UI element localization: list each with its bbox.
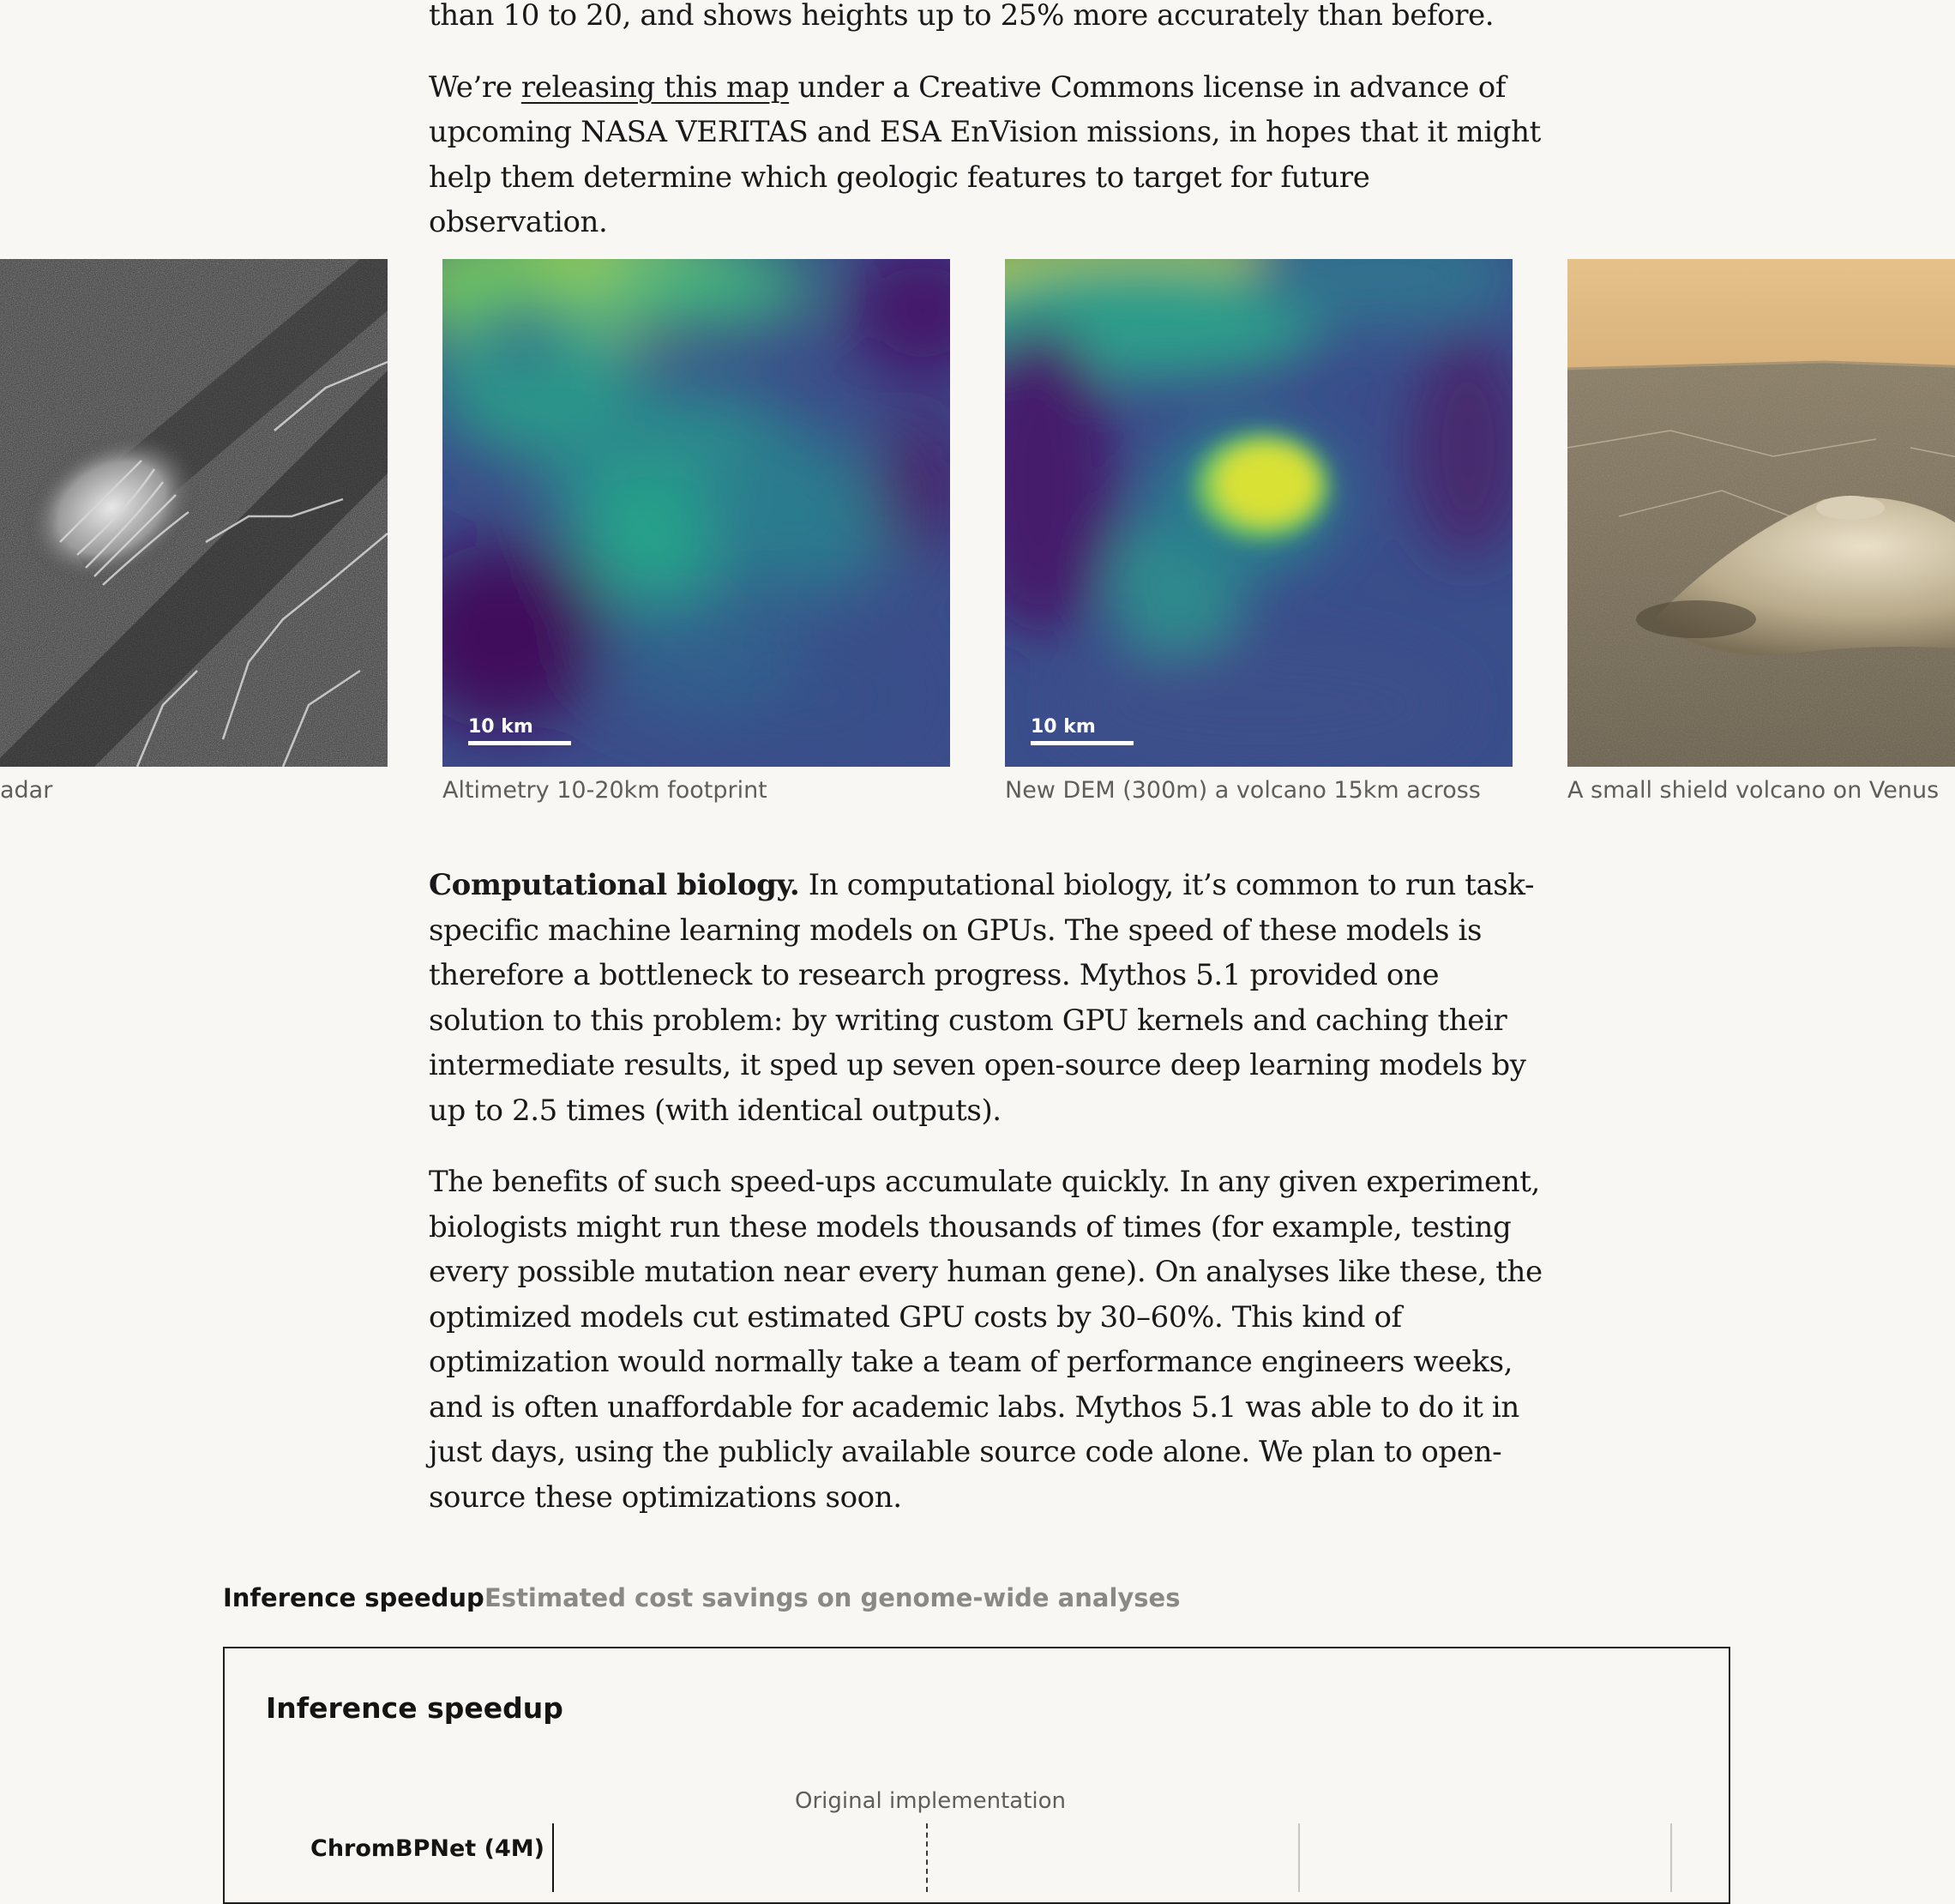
- original-implementation-line: [926, 1823, 928, 1892]
- gallery-item-radar: [0, 259, 388, 767]
- paragraph-release: We’re releasing this map under a Creative Commons license in advance of upcoming NASA VERITAS and ESA EnVision missions, in hopes that it might help them determine which geologic features to target for future observation.: [429, 69, 1541, 239]
- gallery-item-dem: [1005, 259, 1513, 767]
- paragraph-bio: Computational biology. In computational biology, it’s common to run task-specific machine learning models on GPUs. The speed of these models is therefore a bottleneck to research progress. Mythos 5.1 provided one solution to this problem: by writing custom GPU kernels and caching their intermediate results, it sped up seven open-source deep learning models by up to 2.5 times (with identical outputs).: [429, 868, 1535, 1128]
- chart-gridline: [1298, 1823, 1300, 1892]
- dem-heatmap: [1005, 259, 1513, 767]
- paragraph-top-line: than 10 to 20, and shows heights up to 25% more accurately than before.: [429, 0, 1495, 33]
- caption-volcano: A small shield volcano on Venus: [1567, 777, 1940, 804]
- gallery-item-altimetry: [442, 259, 950, 767]
- chart-title: Inference speedup: [266, 1691, 563, 1725]
- article-body-bio: [429, 863, 1543, 1520]
- chart-row-label: ChromBPNet (4M): [310, 1835, 544, 1862]
- tab-cost-savings[interactable]: Estimated cost savings on genome-wide analyses: [484, 1583, 1181, 1612]
- altimetry-heatmap: [442, 259, 950, 767]
- altimetry-scale-bar: [468, 741, 571, 745]
- altimetry-scale-label: 10 km: [468, 716, 533, 738]
- chart-axis-baseline: [552, 1823, 554, 1892]
- releasing-map-link[interactable]: releasing this map: [520, 69, 790, 105]
- gallery-item-volcano: [1567, 259, 1955, 767]
- caption-dem: New DEM (300m) a volcano 15km across: [1005, 777, 1481, 804]
- article-body: [429, 0, 1543, 245]
- original-implementation-label: Original implementation: [795, 1788, 1067, 1814]
- caption-altimetry: Altimetry 10-20km footprint: [442, 777, 767, 804]
- dem-scale-bar: [1031, 741, 1134, 745]
- bio-heading: Computational biology.: [429, 868, 800, 902]
- tab-inference-speedup[interactable]: Inference speedup: [223, 1583, 484, 1612]
- dem-scale-label: 10 km: [1031, 716, 1096, 738]
- caption-radar: adar: [0, 777, 53, 804]
- paragraph-benefits: The benefits of such speed-ups accumulate quickly. In any given experiment, biologists might run these models thousands of times (for example, testing every possible mutation near every human gene). On analyses like these, the optimized models cut estimated GPU costs by 30–60%. This kind of optimization would normally take a team of performance engineers weeks, and is often unaffordable for academic labs. Mythos 5.1 was able to do it in just days, using the publicly available source code alone. We plan to open-source these optimizations soon.: [429, 1165, 1543, 1515]
- chart-panel: [223, 1647, 1730, 1904]
- radar-image: [0, 259, 388, 767]
- volcano-render: [1567, 259, 1955, 767]
- chart-gridline: [1670, 1823, 1672, 1892]
